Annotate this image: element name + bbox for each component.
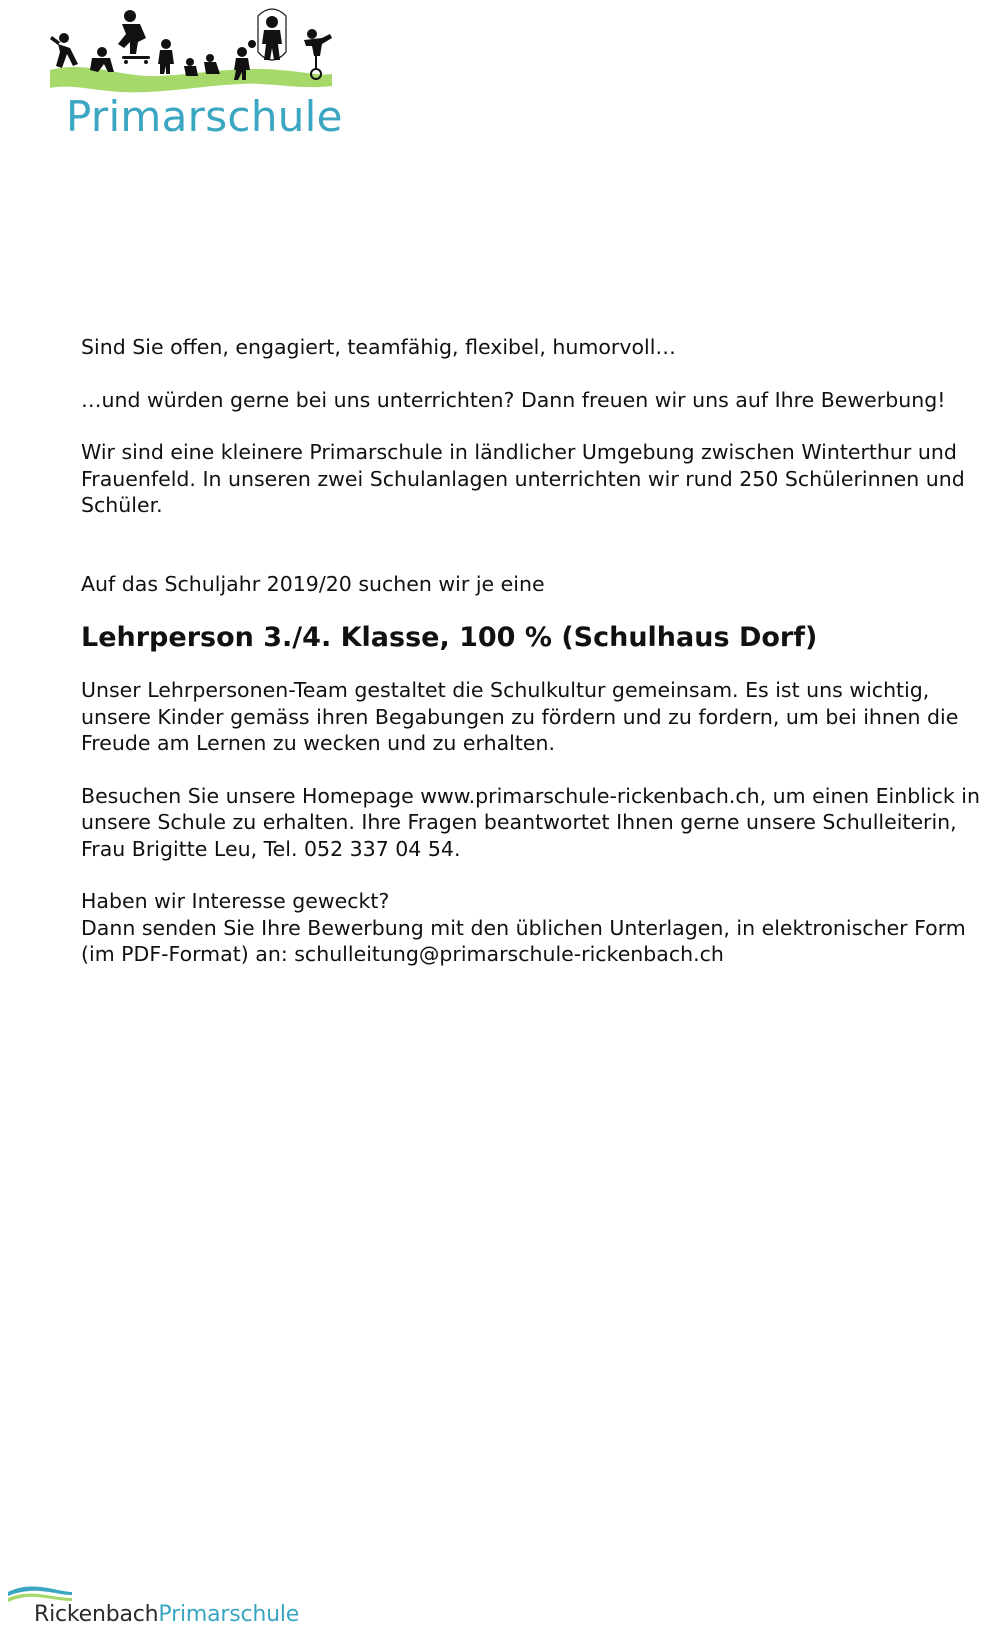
school-logo: [50, 8, 350, 148]
contact-info-line: unsere Schule zu erhalten. Ihre Fragen beantwortet Ihnen gerne unsere Schulleiterin,: [81, 810, 957, 834]
team-description-line: Unser Lehrpersonen-Team gestaltet die Schulkultur gemeinsam. Es ist uns wichtig,: [81, 678, 930, 702]
contact-info: [81, 783, 981, 863]
footer-word-rickenbach: Rickenbach: [34, 1602, 159, 1627]
school-description-line: Schüler.: [81, 493, 163, 517]
school-description-line: Frauenfeld. In unseren zwei Schulanlagen unterrichten wir rund 250 Schülerinnen und: [81, 466, 965, 491]
contact-info-line: Besuchen Sie unsere Homepage www.primarschule-rickenbach.ch, um einen Einblick in: [81, 783, 980, 808]
intro-question: Sind Sie offen, engagiert, teamfähig, flexibel, humorvoll…: [81, 335, 676, 359]
school-description-line: Wir sind eine kleinere Primarschule in ländlicher Umgebung zwischen Winterthur und: [81, 440, 957, 464]
school-description: [81, 439, 981, 519]
application-line: (im PDF-Format) an: schulleitung@primarschule-rickenbach.ch: [81, 942, 724, 966]
application-line: Dann senden Sie Ihre Bewerbung mit den üblichen Unterlagen, in elektronischer Form: [81, 915, 966, 940]
footer-logo: [6, 1580, 306, 1630]
position-title: Lehrperson 3./4. Klasse, 100 % (Schulhaus Dorf): [81, 622, 818, 653]
team-description-line: Freude am Lernen zu wecken und zu erhalten.: [81, 731, 555, 755]
school-year-intro: Auf das Schuljahr 2019/20 suchen wir je eine: [81, 571, 545, 596]
intro-invitation: …und würden gerne bei uns unterrichten? Dann freuen wir uns auf Ihre Bewerbung!: [81, 387, 946, 412]
team-description: [81, 677, 981, 757]
application-instructions: [81, 888, 981, 968]
footer-wordmark: [34, 1602, 299, 1627]
footer-word-primarschule: Primarschule: [158, 1602, 300, 1627]
team-description-line: unsere Kinder gemäss ihren Begabungen zu fördern und zu fordern, um bei ihnen die: [81, 704, 959, 729]
job-posting-body: [81, 334, 981, 968]
application-line: Haben wir Interesse geweckt?: [81, 889, 390, 913]
logo-wordmark: Primarschule: [66, 92, 343, 141]
contact-info-line: Frau Brigitte Leu, Tel. 052 337 04 54.: [81, 836, 461, 861]
